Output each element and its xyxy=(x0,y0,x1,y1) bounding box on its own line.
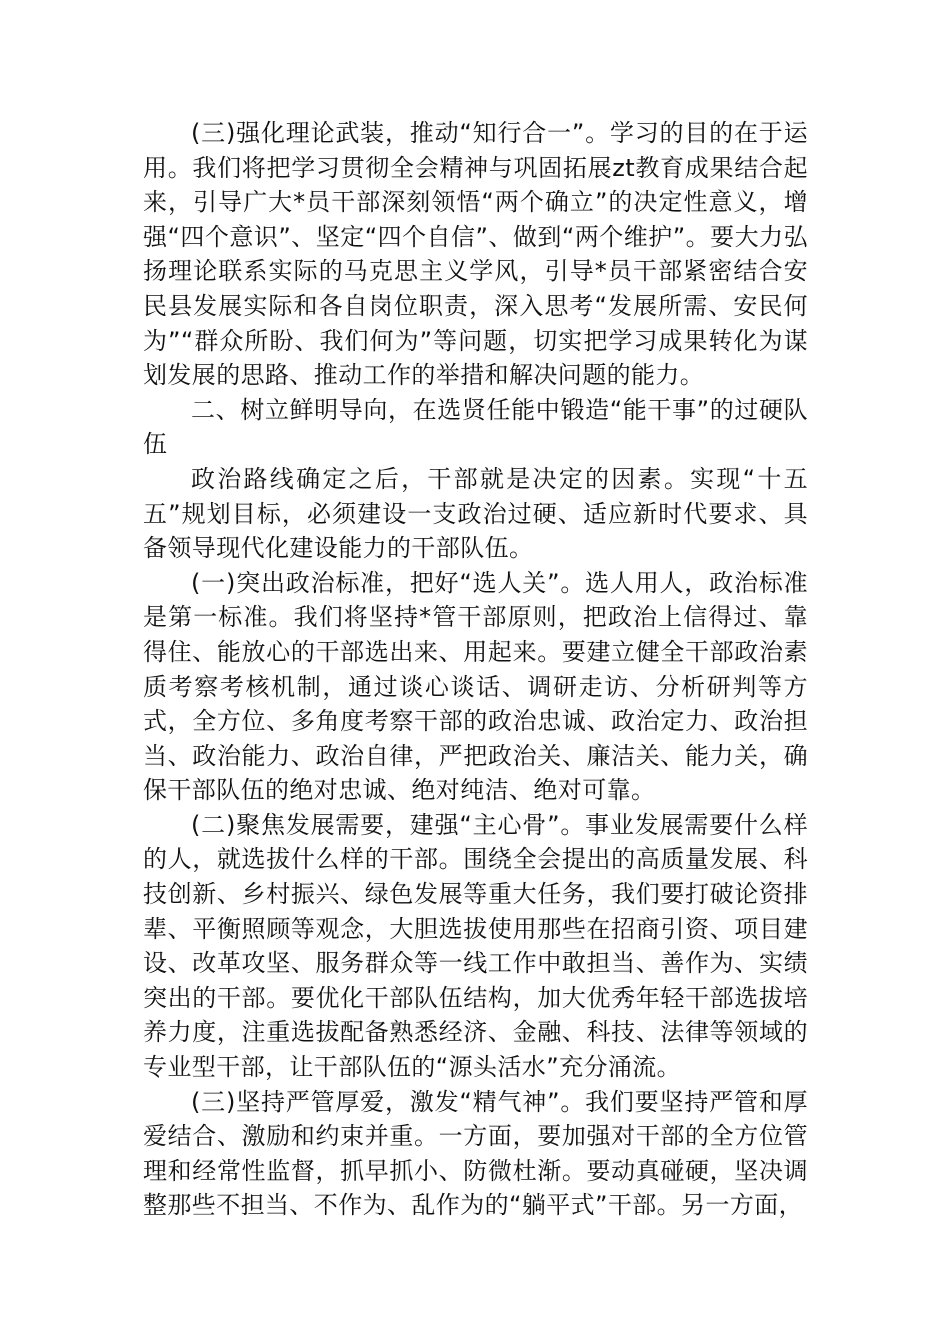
section-heading-two: 二、树立鲜明导向，在选贤任能中锻造“能干事”的过硬队伍 xyxy=(143,395,808,459)
paragraph-development-needs: (二)聚焦发展需要，建强“主心骨”。事业发展需要什么样的人，就选拔什么样的干部。围绕全会提出的高质量发展、科技创新、乡村振兴、绿色发展等重大任务，我们要打破论资排辈、平衡照顾等观念，大胆选拔使用那些在招商引资、项目建设、改革攻坚、服务群众等一线工作中敢担当、善作为、实绩突出的干部。要优化干部队伍结构，加大优秀年轻干部选拔培养力度，注重选拔配备熟悉经济、金融、科技、法律等领域的专业型干部，让干部队伍的“源头活水”充分涌流。 xyxy=(143,810,808,1082)
document-body xyxy=(143,116,808,1223)
paragraph-political-standard: (一)突出政治标准，把好“选人关”。选人用人，政治标准是第一标准。我们将坚持*管干部原则，把政治上信得过、靠得住、能放心的干部选出来、用起来。要建立健全干部政治素质考察考核机制，通过谈心谈话、调研走访、分析研判等方式，全方位、多角度考察干部的政治忠诚、政治定力、政治担当、政治能力、政治自律，严把政治关、廉洁关、能力关，确保干部队伍的绝对忠诚、绝对纯洁、绝对可靠。 xyxy=(143,568,808,805)
paragraph-strict-management: (三)坚持严管厚爱，激发“精气神”。我们要坚持严管和厚爱结合、激励和约束并重。一方面，要加强对干部的全方位管理和经常性监督，抓早抓小、防微杜渐。要动真碰硬，坚决调整那些不担当、不作为、乱作为的“躺平式”干部。另一方面， xyxy=(143,1087,808,1220)
paragraph-theory-study: (三)强化理论武装，推动“知行合一”。学习的目的在于运用。我们将把学习贯彻全会精神与巩固拓展zt教育成果结合起来，引导广大*员干部深刻领悟“两个确立”的决定性意义，增强“四个意识”、坚定“四个自信”、做到“两个维护”。要大力弘扬理论联系实际的马克思主义学风，引导*员干部紧密结合安民县发展实际和各自岗位职责，深入思考“发展所需、安民何为”“群众所盼、我们何为”等问题，切实把学习成果转化为谋划发展的思路、推动工作的举措和解决问题的能力。 xyxy=(143,119,808,390)
paragraph-political-line: 政治路线确定之后，干部就是决定的因素。实现“十五五”规划目标，必须建设一支政治过硬、适应新时代要求、具备领导现代化建设能力的干部队伍。 xyxy=(143,464,808,563)
